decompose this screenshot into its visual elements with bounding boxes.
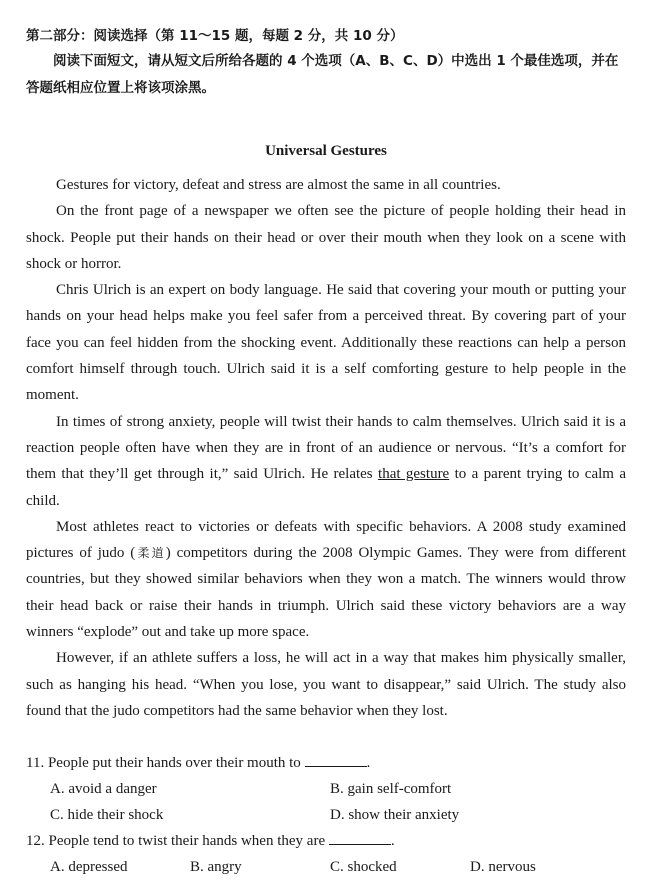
paragraph-5-text-end: ) competitors during the 2008 Olympic Games. They were from different countries, but they showed similar behaviors when they won a match. The winners would throw their head back or raise their hands in triumph. Ulrich said these victory behaviors are a way winners “explode” out and take up more space. [26,545,627,641]
chinese-gloss: 柔道 [135,546,166,561]
question-11-options-row-2 [26,802,626,828]
answer-blank [329,830,391,845]
paragraph-3: Chris Ulrich is an expert on body language. He said that covering your mouth or putting your hands on your head helps make you feel safer from a perceived threat. By covering part of your face you can feel hidden from the shocking event. Additionally these reactions can help a person comfort himself through touch. Ulrich said it is a self comforting gesture to help people in the moment. [26,282,626,404]
paragraph-4-text: In times of strong anxiety, people will twist their hands to calm themselves. Ulrich said it is a reaction people often have when they are in front of an audience or nervous. “It’s a comfort for them that they’ll get through it,” said Ulrich. He relates [26,413,626,483]
option-b[interactable]: B. gain self-comfort [330,781,452,798]
option-b[interactable]: B. angry [190,859,242,876]
question-stem: 12. People tend to twist their hands when they are [26,833,326,850]
paragraph-4 [26,409,626,514]
paragraph-5-text: Most athletes react to victories or defeats with specific behaviors. A 2008 study examined pictures of judo ( [26,518,626,562]
answer-blank [305,752,367,767]
question-12-options [26,854,626,880]
option-a[interactable]: A. avoid a danger [50,781,157,798]
passage-body [26,172,626,724]
question-end: . [390,833,395,850]
option-d[interactable]: D. show their anxiety [330,807,460,824]
paragraph-6: However, if an athlete suffers a loss, he will act in a way that makes him physically smaller, such as hanging his head. “When you lose, you want to disappear,” said Ulrich. The study also found that the judo competitors had the same behavior when they lost. [26,650,626,719]
paragraph-4-text-end: to a parent trying to calm a child. [26,466,626,509]
question-12 [26,828,626,854]
question-11-options-row-1 [26,776,626,802]
question-end: . [366,755,371,772]
option-c[interactable]: C. shocked [330,859,397,876]
paragraph-5 [26,514,626,645]
question-stem: 11. People put their hands over their mouth to [26,755,301,772]
paragraph-2: On the front page of a newspaper we often see the picture of people holding their head in shock. People put their hands on their head or over their mouth when they look on a scene with shock or horror. [26,203,626,272]
section-heading: 第二部分：阅读选择（第 11～15 题，每题 2 分，共 10 分） [26,28,404,44]
question-list [26,750,626,880]
section-instruction: 阅读下面短文，请从短文后所给各题的 4 个选项（A、B、C、D）中选出 1 个最佳选项，并在答题纸相应位置上将该项涂黑。 [26,53,619,96]
paragraph-1: Gestures for victory, defeat and stress are almost the same in all countries. [56,177,501,193]
underlined-phrase: that gesture [378,466,450,483]
option-c[interactable]: C. hide their shock [50,807,164,824]
passage-title: Universal Gestures [265,143,387,159]
option-d[interactable]: D. nervous [470,859,536,876]
option-a[interactable]: A. depressed [50,859,128,876]
question-11 [26,750,626,776]
